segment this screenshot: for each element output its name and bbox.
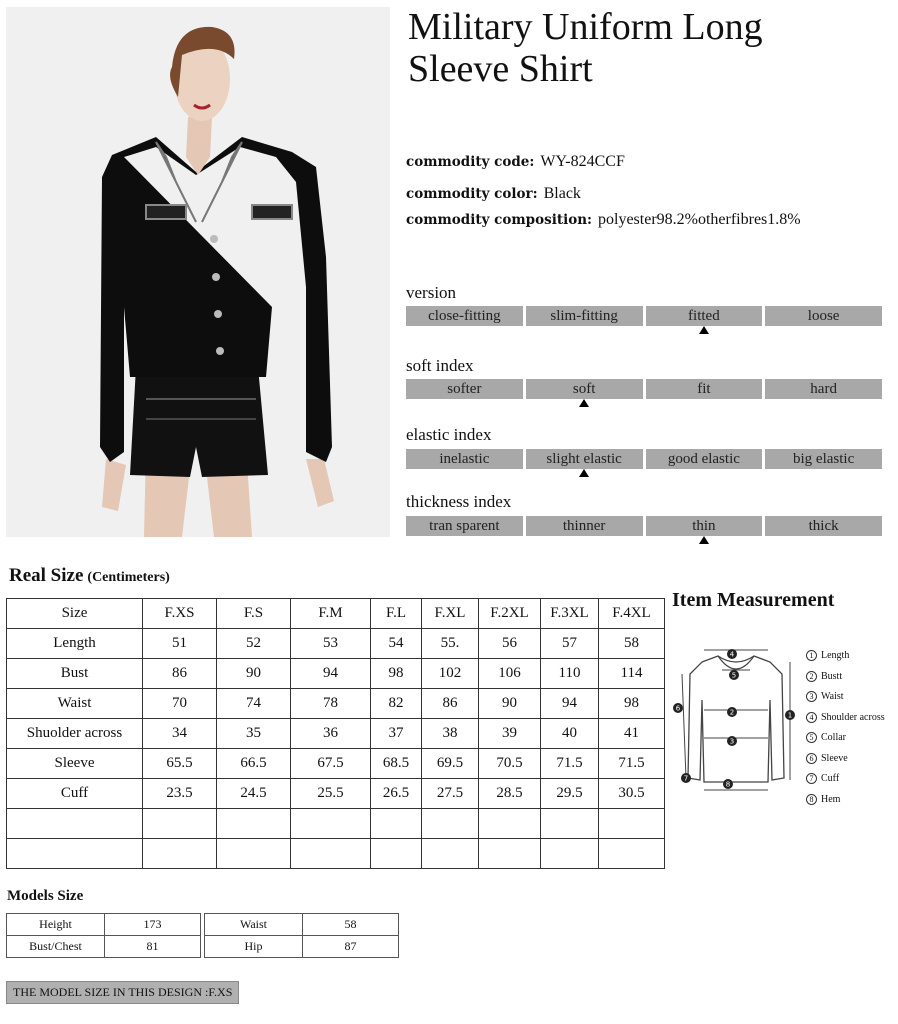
size-value-cell: 66.5 (217, 749, 291, 779)
size-value-cell: 40 (541, 719, 599, 749)
models-size-title: Models Size (7, 888, 84, 904)
size-value-cell (291, 839, 371, 869)
index-option: thick (765, 516, 882, 536)
models-label-cell: Waist (205, 914, 303, 936)
size-value-cell: 71.5 (541, 749, 599, 779)
size-table-header (7, 599, 665, 629)
size-value-cell: 56 (479, 629, 541, 659)
size-value-cell (291, 809, 371, 839)
selected-marker-icon (699, 536, 709, 544)
legend-label: Cuff (821, 773, 840, 784)
legend-label: Length (821, 650, 850, 661)
models-row (205, 936, 399, 958)
size-header-cell: F.XL (422, 599, 479, 629)
size-table-row (7, 809, 665, 839)
models-value-cell: 81 (105, 936, 201, 958)
svg-text:2: 2 (729, 708, 735, 717)
size-header-cell: F.3XL (541, 599, 599, 629)
size-value-cell (599, 809, 665, 839)
size-value-cell: 26.5 (371, 779, 422, 809)
size-value-cell: 55. (422, 629, 479, 659)
size-value-cell (217, 809, 291, 839)
index-option: thinner (526, 516, 643, 536)
index-label: elastic index (406, 425, 492, 444)
size-value-cell (371, 839, 422, 869)
product-title (408, 6, 888, 90)
product-title-line1: Military Uniform Long (408, 6, 763, 48)
commodity-composition-value: polyester98.2%otherfibres1.8% (598, 211, 801, 228)
legend-item (806, 769, 885, 790)
index-option: fit (646, 379, 763, 399)
size-value-cell: 86 (143, 659, 217, 689)
product-photo (6, 7, 390, 537)
size-value-cell: 102 (422, 659, 479, 689)
index-option: hard (765, 379, 882, 399)
legend-item (806, 708, 885, 729)
legend-label: Collar (821, 732, 846, 743)
size-value-cell: 30.5 (599, 779, 665, 809)
real-size-unit: (Centimeters) (87, 570, 170, 585)
size-value-cell: 114 (599, 659, 665, 689)
size-value-cell: 28.5 (479, 779, 541, 809)
legend-number: 6 (806, 753, 817, 764)
size-value-cell: 24.5 (217, 779, 291, 809)
size-value-cell: 94 (291, 659, 371, 689)
index-option: slim-fitting (526, 306, 643, 326)
measure-label-cell: Waist (7, 689, 143, 719)
size-value-cell: 54 (371, 629, 422, 659)
size-table (6, 598, 665, 869)
size-value-cell: 90 (479, 689, 541, 719)
svg-text:4: 4 (729, 650, 735, 659)
size-value-cell: 23.5 (143, 779, 217, 809)
size-value-cell: 90 (217, 659, 291, 689)
measure-label-cell: Cuff (7, 779, 143, 809)
size-header-cell: Size (7, 599, 143, 629)
size-value-cell: 41 (599, 719, 665, 749)
models-label-cell: Height (7, 914, 105, 936)
legend-number: 7 (806, 773, 817, 784)
measure-label-cell: Shuolder across (7, 719, 143, 749)
size-value-cell: 25.5 (291, 779, 371, 809)
models-row (7, 914, 201, 936)
size-value-cell: 58 (599, 629, 665, 659)
size-value-cell: 110 (541, 659, 599, 689)
size-value-cell (479, 839, 541, 869)
model-size-note: THE MODEL SIZE IN THIS DESIGN :F.XS (6, 981, 239, 1004)
size-value-cell: 82 (371, 689, 422, 719)
size-value-cell: 65.5 (143, 749, 217, 779)
models-table-left (6, 913, 201, 958)
legend-item (806, 667, 885, 688)
size-value-cell (143, 839, 217, 869)
models-row (7, 936, 201, 958)
index-option: close-fitting (406, 306, 523, 326)
size-value-cell (143, 809, 217, 839)
legend-item (806, 646, 885, 667)
index-label: soft index (406, 356, 474, 375)
models-table-right (204, 913, 399, 958)
size-value-cell: 57 (541, 629, 599, 659)
size-value-cell: 71.5 (599, 749, 665, 779)
size-value-cell (422, 839, 479, 869)
size-header-cell: F.2XL (479, 599, 541, 629)
size-table-row (7, 749, 665, 779)
models-value-cell: 58 (303, 914, 399, 936)
size-table-row (7, 689, 665, 719)
size-value-cell (541, 839, 599, 869)
svg-text:7: 7 (683, 774, 689, 783)
index-option: good elastic (646, 449, 763, 469)
size-table-row (7, 779, 665, 809)
index-option: slight elastic (526, 449, 643, 469)
models-value-cell: 173 (105, 914, 201, 936)
commodity-composition-label: commodity composition: (406, 212, 592, 228)
legend-label: Sleeve (821, 752, 848, 764)
svg-text:6: 6 (675, 704, 681, 713)
index-scale (406, 449, 882, 469)
size-value-cell (422, 809, 479, 839)
legend-item (806, 790, 885, 811)
size-table-row (7, 629, 665, 659)
size-value-cell: 34 (143, 719, 217, 749)
index-label: version (406, 283, 457, 302)
legend-label: Hem (821, 793, 841, 805)
size-table-row (7, 839, 665, 869)
size-value-cell: 29.5 (541, 779, 599, 809)
size-value-cell: 98 (599, 689, 665, 719)
measurement-legend (806, 646, 885, 810)
legend-number: 5 (806, 732, 817, 743)
commodity-color-label: commodity color: (406, 186, 538, 202)
measure-label-cell (7, 809, 143, 839)
item-measurement-title: Item Measurement (672, 589, 835, 611)
size-value-cell: 68.5 (371, 749, 422, 779)
size-header-cell: F.L (371, 599, 422, 629)
models-label-cell: Bust/Chest (7, 936, 105, 958)
index-scale (406, 516, 882, 536)
product-title-line2: Sleeve Shirt (408, 48, 593, 90)
size-value-cell: 94 (541, 689, 599, 719)
index-label: thickness index (406, 492, 512, 511)
size-value-cell: 38 (422, 719, 479, 749)
index-option: loose (765, 306, 882, 326)
index-option: big elastic (765, 449, 882, 469)
size-value-cell: 27.5 (422, 779, 479, 809)
commodity-code (406, 152, 625, 172)
size-value-cell (479, 809, 541, 839)
measure-label-cell (7, 839, 143, 869)
legend-label: Bustt (821, 670, 843, 682)
size-header-cell: F.XS (143, 599, 217, 629)
size-value-cell: 67.5 (291, 749, 371, 779)
legend-number: 4 (806, 712, 817, 723)
legend-item (806, 687, 885, 708)
size-value-cell: 52 (217, 629, 291, 659)
commodity-color-value: Black (543, 185, 581, 202)
size-value-cell: 74 (217, 689, 291, 719)
size-header-cell: F.S (217, 599, 291, 629)
measure-label-cell: Sleeve (7, 749, 143, 779)
size-value-cell: 37 (371, 719, 422, 749)
legend-number: 8 (806, 794, 817, 805)
commodity-color (406, 184, 581, 204)
index-option: inelastic (406, 449, 523, 469)
svg-text:8: 8 (725, 780, 731, 789)
models-row (205, 914, 399, 936)
index-option: fitted (646, 306, 763, 326)
legend-number: 1 (806, 650, 817, 661)
legend-number: 3 (806, 691, 817, 702)
size-table-row (7, 659, 665, 689)
index-option: soft (526, 379, 643, 399)
index-option: tran sparent (406, 516, 523, 536)
measurement-diagram (668, 640, 804, 802)
size-value-cell: 35 (217, 719, 291, 749)
measure-label-cell: Bust (7, 659, 143, 689)
size-value-cell: 106 (479, 659, 541, 689)
selected-marker-icon (579, 399, 589, 407)
legend-item (806, 728, 885, 749)
svg-text:1: 1 (787, 711, 793, 720)
index-scale (406, 306, 882, 326)
size-header-cell: F.M (291, 599, 371, 629)
size-value-cell (541, 809, 599, 839)
models-label-cell: Hip (205, 936, 303, 958)
size-value-cell (371, 809, 422, 839)
index-option: softer (406, 379, 523, 399)
size-value-cell: 36 (291, 719, 371, 749)
size-value-cell: 39 (479, 719, 541, 749)
index-scale (406, 379, 882, 399)
legend-number: 2 (806, 671, 817, 682)
size-header-cell: F.4XL (599, 599, 665, 629)
svg-text:5: 5 (731, 671, 737, 680)
index-option: thin (646, 516, 763, 536)
commodity-code-value: WY-824CCF (540, 153, 625, 170)
size-value-cell: 70.5 (479, 749, 541, 779)
size-value-cell: 98 (371, 659, 422, 689)
commodity-composition (406, 210, 801, 230)
size-value-cell: 51 (143, 629, 217, 659)
measure-label-cell: Length (7, 629, 143, 659)
legend-label: Waist (821, 691, 844, 702)
selected-marker-icon (579, 469, 589, 477)
size-value-cell: 70 (143, 689, 217, 719)
size-value-cell: 69.5 (422, 749, 479, 779)
commodity-code-label: commodity code: (406, 154, 535, 170)
size-value-cell: 78 (291, 689, 371, 719)
legend-label: Shoulder across (821, 711, 885, 723)
legend-item (806, 749, 885, 770)
real-size-heading: Real Size (9, 565, 84, 586)
size-value-cell (599, 839, 665, 869)
size-table-row (7, 719, 665, 749)
svg-text:3: 3 (729, 737, 735, 746)
selected-marker-icon (699, 326, 709, 334)
size-value-cell (217, 839, 291, 869)
size-value-cell: 53 (291, 629, 371, 659)
real-size-title (9, 565, 170, 587)
size-value-cell: 86 (422, 689, 479, 719)
models-value-cell: 87 (303, 936, 399, 958)
